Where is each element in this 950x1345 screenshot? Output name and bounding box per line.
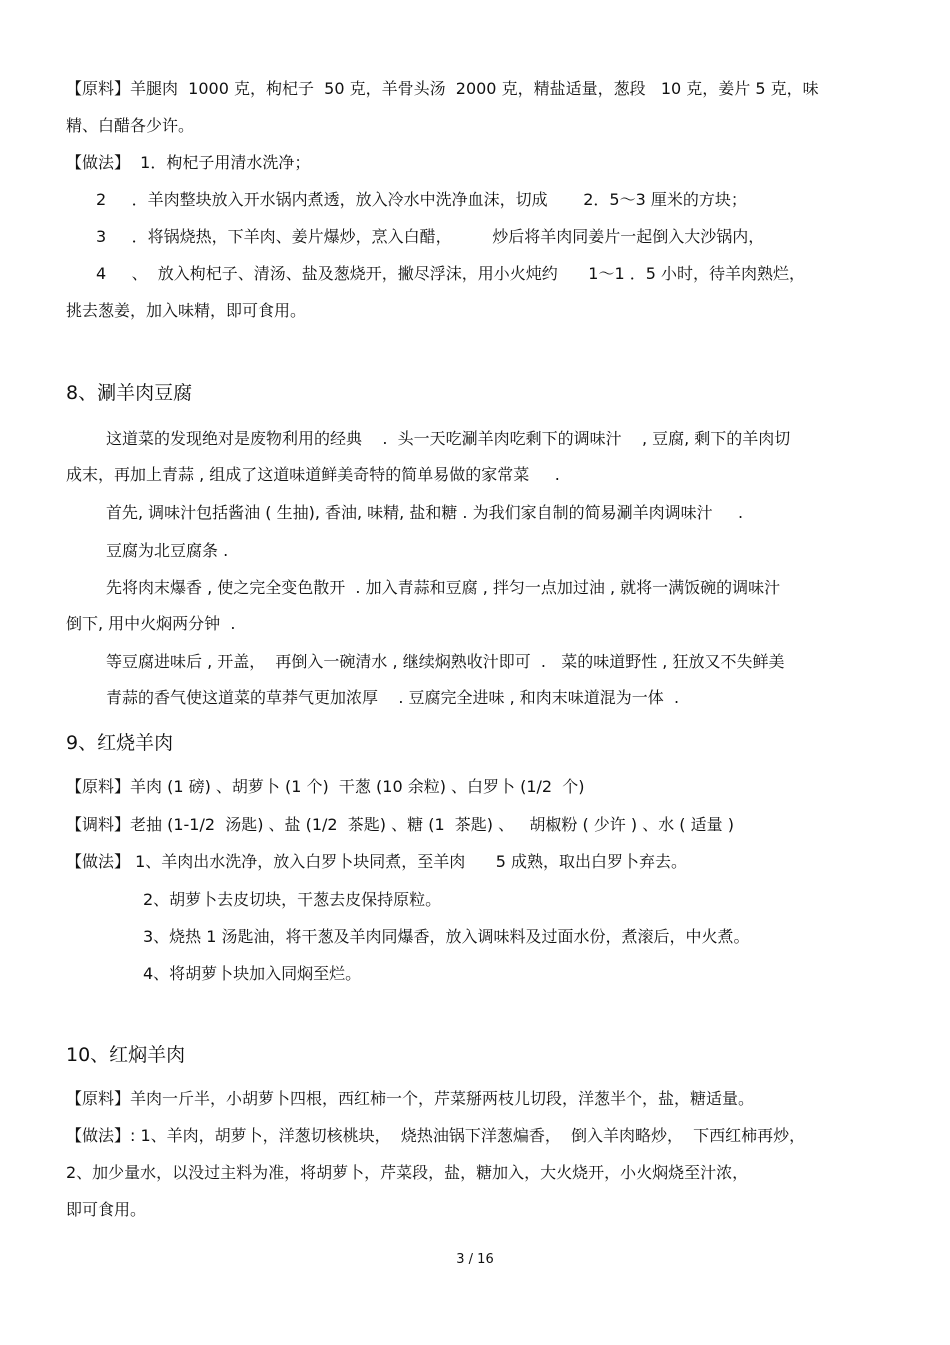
s9-ingredients: 【原料】羊肉 (1 磅) 、胡萝卜 (1 个) 干葱 (10 余粒) 、白罗卜 (1/2 个) (66, 777, 585, 796)
s10-method-step3: 即可食用。 (66, 1200, 147, 1219)
section-10-title: 10、红焖羊肉 (66, 1044, 186, 1066)
prev-ingredients-line2: 精、白醋各少许。 (66, 116, 195, 135)
s9-method-step3: 3、烧热 1 汤匙油，将干葱及羊肉同爆香，放入调味料及过面水份，煮滚后，中火煮。 (143, 927, 750, 946)
s8-paragraph5: 等豆腐进味后 , 开盖， 再倒入一碗清水 , 继续焖熟收汁即可 . 菜的味道野性 , 狂放又不失鲜美 (106, 652, 785, 671)
s8-paragraph1-line1: 这道菜的发现绝对是废物利用的经典 . 头一天吃涮羊肉吃剩下的调味汁 , 豆腐, 剩下的羊肉切 (106, 429, 791, 448)
s8-paragraph3: 豆腐为北豆腐条 . (106, 541, 229, 560)
prev-method-step1: 【做法】 1．枸杞子用清水洗净； (66, 153, 311, 172)
s8-paragraph4-line1: 先将肉末爆香 , 使之完全变色散开 . 加入青蒜和豆腐 , 拌匀一点加过油 , 就将一满饭碗的调味汁 (106, 578, 781, 597)
prev-method-step2: 2 ．羊肉整块放入开水锅内煮透，放入冷水中洗净血沫，切成 2．5～3 厘米的方块； (96, 190, 747, 209)
section-8-title: 8、涮羊肉豆腐 (66, 382, 193, 404)
prev-method-step3: 3 ．将锅烧热，下羊肉、姜片爆炒，烹入白醋， 炒后将羊肉同姜片一起倒入大沙锅内， (96, 227, 765, 246)
s9-method-step4: 4、将胡萝卜块加入同焖至烂。 (143, 964, 362, 983)
s8-paragraph2: 首先, 调味汁包括酱油 ( 生抽), 香油, 味精, 盐和糖 . 为我们家自制的简易涮羊肉调味汁 . (106, 503, 744, 522)
section-9-title: 9、红烧羊肉 (66, 732, 174, 754)
prev-method-step4: 4 、 放入枸杞子、清汤、盐及葱烧开，撇尽浮沫，用小火炖约 1～1 ．5 小时，待羊肉熟烂， (96, 264, 806, 283)
prev-method-step4-cont: 挑去葱姜，加入味精，即可食用。 (66, 301, 307, 320)
s8-paragraph6: 青蒜的香气使这道菜的草莽气更加浓厚 . 豆腐完全进味 , 和肉末味道混为一体 . (106, 688, 680, 707)
s10-method-step1: 【做法】: 1、羊肉，胡萝卜，洋葱切核桃块， 烧热油锅下洋葱煸香， 倒入羊肉略炒， 下西红柿再炒， (66, 1126, 806, 1145)
s8-paragraph1-line2: 成末，再加上青蒜 , 组成了这道味道鲜美奇特的简单易做的家常菜 . (66, 465, 560, 484)
prev-ingredients-line1: 【原料】羊腿肉 1000 克，枸杞子 50 克，羊骨头汤 2000 克，精盐适量，葱段 10 克，姜片 5 克，味 (66, 79, 819, 98)
s9-method-step2: 2、胡萝卜去皮切块，干葱去皮保持原粒。 (143, 890, 442, 909)
s10-ingredients: 【原料】羊肉一斤半，小胡萝卜四根，西红柿一个，芹菜掰两枝儿切段，洋葱半个，盐，糖适量。 (66, 1089, 755, 1108)
s9-method-step1: 【做法】 1、羊肉出水洗净，放入白罗卜块同煮，至羊肉 5 成熟，取出白罗卜弃去。 (66, 852, 688, 871)
s8-paragraph4-line2: 倒下, 用中火焖两分钟 . (66, 614, 236, 633)
page-number: 3 / 16 (456, 1252, 494, 1267)
s9-seasonings: 【调料】老抽 (1-1/2 汤匙) 、盐 (1/2 茶匙) 、糖 (1 茶匙) 、 胡椒粉 ( 少许 ) 、水 ( 适量 ) (66, 815, 734, 834)
s10-method-step2: 2、加少量水，以没过主料为准，将胡萝卜，芹菜段，盐，糖加入，大火烧开，小火焖烧至汁浓， (66, 1163, 749, 1182)
